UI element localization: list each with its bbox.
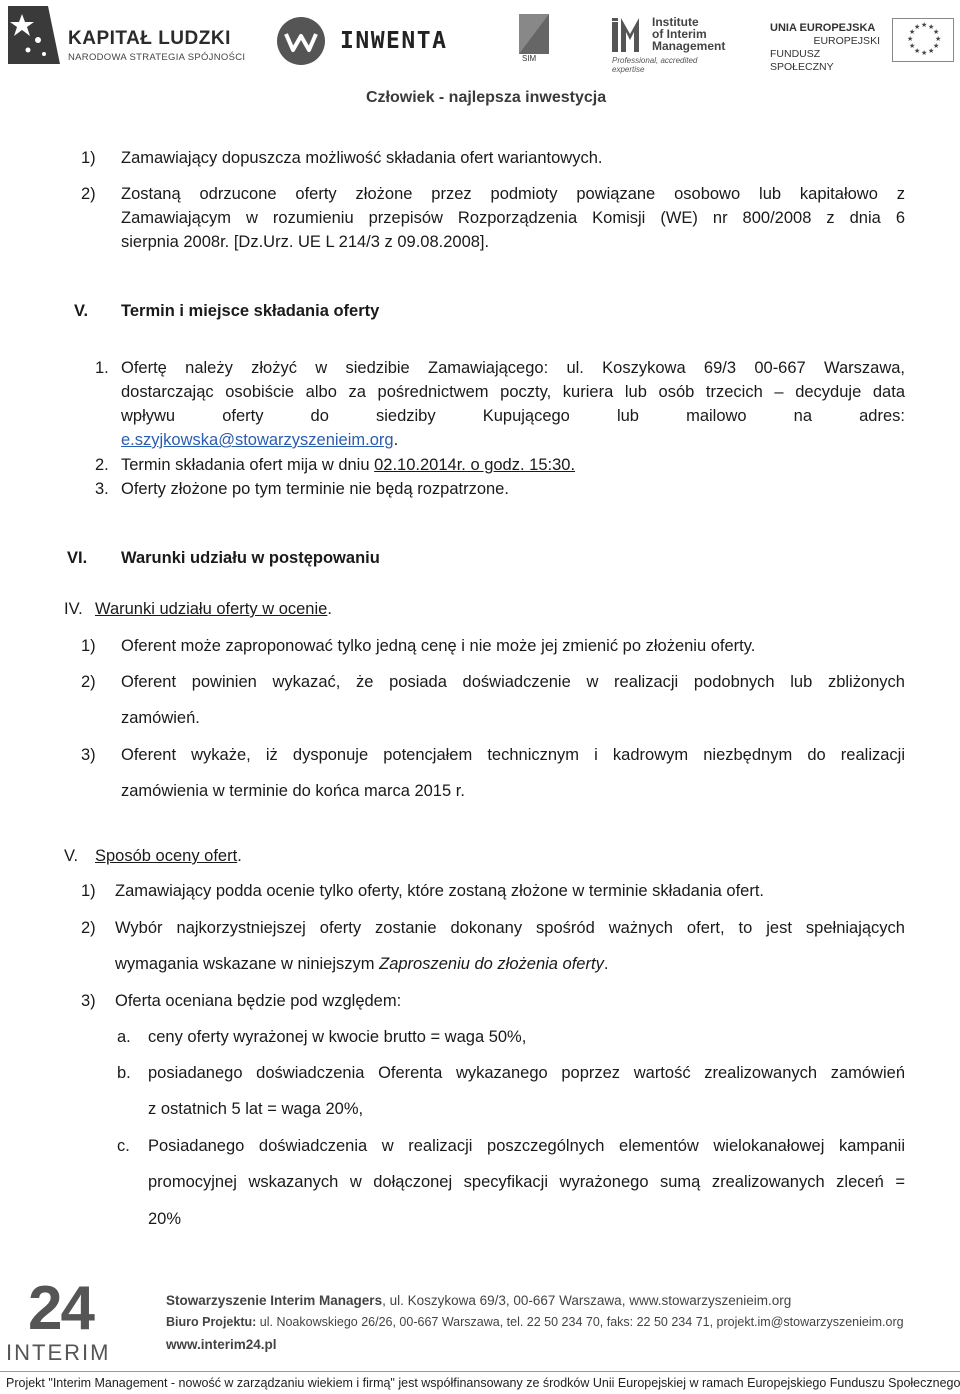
sub-item-text-line: z ostatnich 5 lat = waga 20%, [148,1100,364,1118]
deadline-date: 02.10.2014r. o godz. 15:30. [374,456,576,474]
item-num: 1) [81,882,96,900]
item-text-line: wpływu oferty do siedziby Kupującego lub mailowo na adres: [121,407,905,425]
item-text: Zamawiający podda ocenie tylko oferty, które zostaną złożone w terminie składania ofert. [115,882,765,900]
svg-text:★: ★ [914,47,921,55]
item-text-line [115,952,608,976]
sim-emblem-icon [519,14,549,54]
interim24-wordmark: INTERIM [6,1340,111,1365]
sub-item-letter: b. [117,1064,131,1082]
iim-line3: Management [652,39,726,53]
item-text-line: zamówienia w terminie do końca marca 2015 r. [121,782,465,800]
header [0,0,960,115]
slogan: Człowiek - najlepsza inwestycja [366,89,607,106]
sub-item-letter: c. [117,1137,130,1155]
section-title: Termin i miejsce składania oferty [121,302,380,320]
eu-line3: FUNDUSZ SPOŁECZNY [770,48,834,73]
kapital-ludzki-logo [8,6,248,66]
item-num: 1) [81,637,96,655]
svg-text:★: ★ [921,21,928,29]
section-title-punct: . [327,600,332,618]
section-number: V. [64,847,79,865]
section-number: IV. [64,600,83,618]
footer-website[interactable]: www.interim24.pl [166,1337,277,1352]
item-num: 2) [81,919,96,937]
item-num: 1) [81,149,96,167]
item-text-line: Ofertę należy złożyć w siedzibie Zamawiającego: ul. Koszykowa 69/3 00-667 Warszawa, [121,359,905,377]
sub-item-letter: a. [117,1028,131,1046]
section-title-punct: . [237,847,242,865]
inwenta-wordmark: INWENTA [340,28,448,54]
iim-monogram-icon [612,18,640,52]
sub-item-text-line: 20% [148,1210,182,1228]
item-num: 3) [81,746,96,764]
iim-line1: Institute [652,15,699,29]
eu-flag-icon [892,18,954,62]
sim-logo [519,14,549,66]
item-num: 2) [81,673,96,691]
eu-logo [770,22,955,72]
iim-line2: of Interim [652,27,707,41]
interim24-number: 24 [28,1274,93,1343]
footer-office-label: Biuro Projektu: [166,1315,257,1329]
footer-line3 [166,1337,277,1352]
footer-rule [0,1371,960,1372]
svg-text:★: ★ [921,49,928,57]
sub-item-text-line: Posiadanego doświadczenia w realizacji poszczególnych elementów wielokanałowej kampanii [148,1137,905,1155]
requirements-punct: . [603,955,609,973]
deadline-label: Termin składania ofert mija w dniu [121,456,375,474]
footer [0,1274,960,1394]
svg-text:★: ★ [909,28,916,36]
item-num: 2. [95,456,109,474]
item-num: 1. [95,359,109,377]
section-number: VI. [67,549,88,567]
inwenta-circle-icon [276,16,326,66]
footer-project-line: Projekt "Interim Management - nowość w zarządzaniu wiekiem i firmą" jest współfinansowany ze środków Unii Europejskiej w ramach Europejskiego Funduszu Społecznego [6,1376,960,1390]
svg-text:★: ★ [928,47,935,55]
eu-line2: EUROPEJSKI [813,35,880,47]
kapital-ludzki-subtitle: NARODOWA STRATEGIA SPÓJNOŚCI [68,52,246,63]
star-figure-icon [8,6,60,64]
svg-text:★: ★ [928,23,935,31]
item-text-line: Wybór najkorzystniejszej oferty zostanie dokonany spośród ważnych ofert, to jest spełniających [115,919,905,937]
eu-line1: UNIA EUROPEJSKA [770,22,876,34]
footer-line2 [166,1315,904,1329]
section-title [95,844,242,868]
svg-text:★: ★ [933,42,940,50]
invitation-title: Zaproszeniu do złożenia oferty [379,955,604,973]
kapital-ludzki-title: KAPITAŁ LUDZKI [68,28,231,49]
requirements-text: wymagania wskazane w niniejszym [115,955,380,973]
iim-tagline: Professional, accredited expertise [612,56,698,74]
svg-text:★: ★ [935,35,942,43]
footer-office-details: ul. Noakowskiego 26/26, 00-667 Warszawa, tel. 22 50 234 70, faks: 22 50 234 71, projekt.im@stowarzyszenieim.org [256,1315,904,1329]
section-title-text: Sposób oceny ofert [95,847,238,865]
deadline-text [121,453,575,477]
section-title [95,597,332,621]
item-num: 3) [81,992,96,1010]
item-text: Oferta oceniana będzie pod względem: [115,992,402,1010]
email-link[interactable]: e.szyjkowska@stowarzyszenieim.org [121,431,394,449]
inwenta-logo [276,16,486,66]
svg-text:★: ★ [907,35,914,43]
section-title: Warunki udziału w postępowaniu [121,549,380,567]
footer-org-address: , ul. Koszykowa 69/3, 00-667 Warszawa, www.stowarzyszenieim.org [382,1293,792,1308]
item-text-line: zamówień. [121,709,200,727]
footer-line1 [166,1293,791,1308]
item-text-line: sierpnia 2008r. [Dz.Urz. UE L 214/3 z 09.08.2008]. [121,233,490,251]
item-text-line: dostarczając osobiście albo za pośrednictwem poczty, kuriera lub osób trzecich – decyduje data [121,383,905,401]
svg-text:★: ★ [909,42,916,50]
item-text-line: Oferent wykaże, iż dysponuje potencjałem technicznym i kadrowym niezbędnym do realizacji [121,746,905,764]
section-number: V. [74,302,89,320]
footer-org-name: Stowarzyszenie Interim Managers [166,1293,383,1308]
interim24-logo [6,1274,126,1368]
iim-logo [612,15,732,74]
svg-text:★: ★ [933,28,940,36]
section-title-text: Warunki udziału oferty w ocenie [95,600,328,618]
sub-item-text-line: promocyjnej wskazanych w dołączonej specyfikacji wyrażonego sumą zrealizowanych zleceń = [148,1173,905,1191]
item-text-line: Oferent powinien wykazać, że posiada doświadczenie w realizacji podobnych lub zbliżonych [121,673,905,691]
email-punct: . [393,431,399,449]
item-text-line: Zostaną odrzucone oferty złożone przez podmioty powiązane osobowo lub kapitałowo z [121,185,905,203]
sub-item-text: ceny oferty wyrażonej w kwocie brutto = waga 50%, [148,1028,527,1046]
item-text-line: Zamawiającym w rozumieniu przepisów Rozporządzenia Komisji (WE) nr 800/2008 z dnia 6 [121,209,905,227]
item-num: 2) [81,185,96,203]
item-num: 3. [95,480,109,498]
email-line [121,428,398,452]
sub-item-text-line: posiadanego doświadczenia Oferenta wykazanego poprzez wartość zrealizowanych zamówień [148,1064,905,1082]
item-text: Oferty złożone po tym terminie nie będą rozpatrzone. [121,480,509,498]
item-text: Oferent może zaproponować tylko jedną cenę i nie może jej zmienić po złożeniu oferty. [121,637,756,655]
sim-label: SIM [522,54,537,63]
svg-text:★: ★ [914,23,921,31]
item-text: Zamawiający dopuszcza możliwość składania ofert wariantowych. [121,149,603,167]
